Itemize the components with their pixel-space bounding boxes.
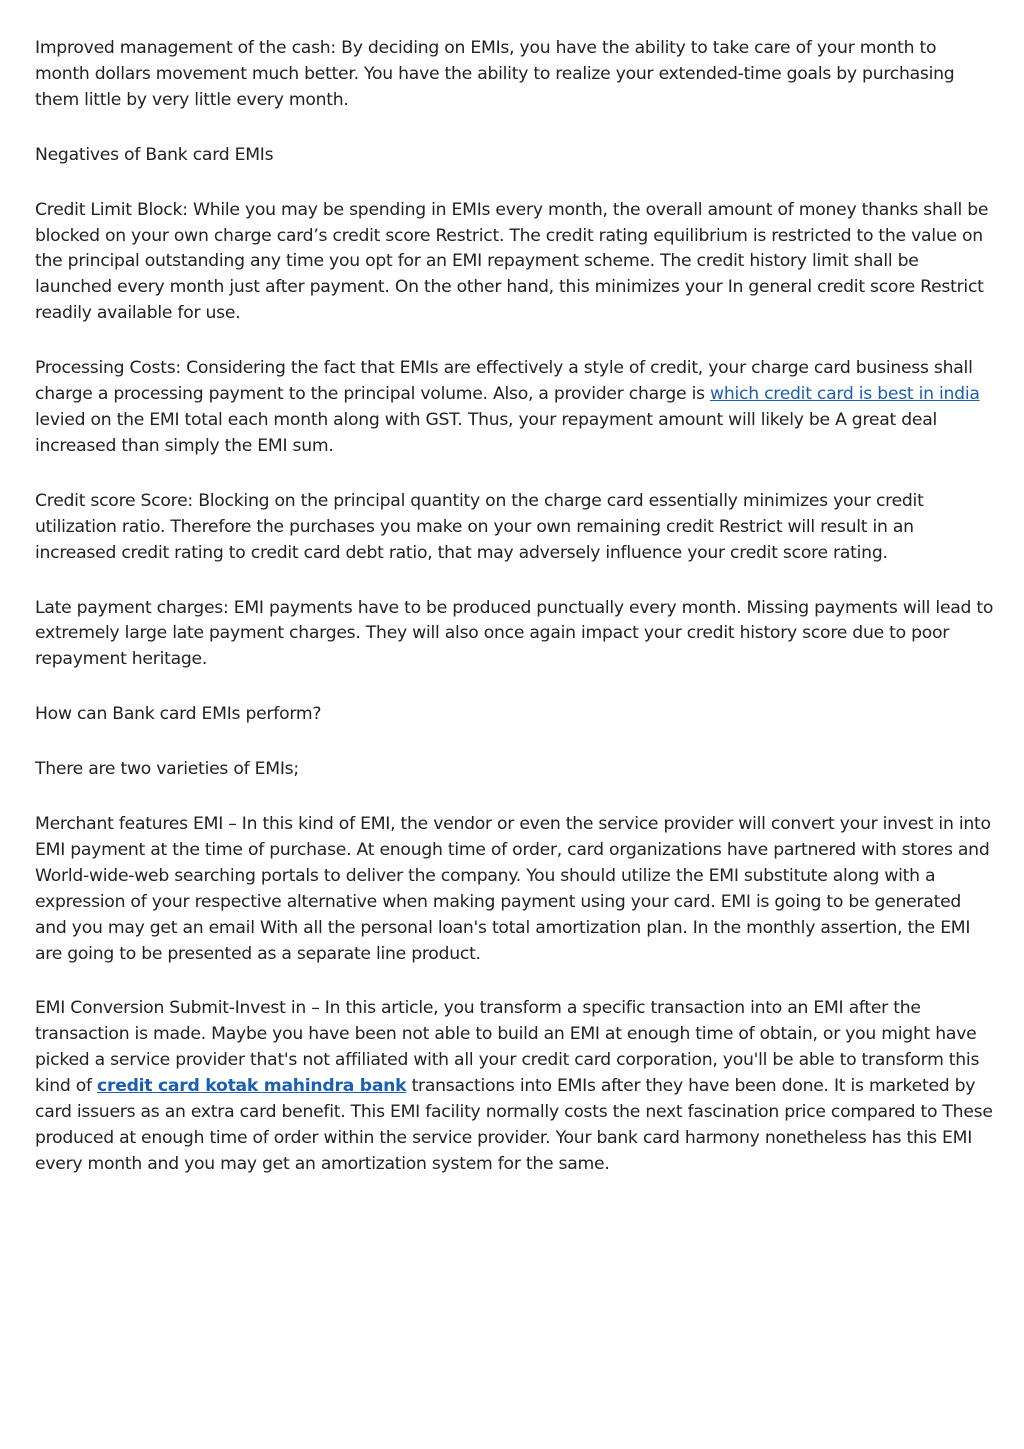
paragraph-text-after-link: transactions into EMIs after they have been done. It is marketed by card issuers as an extra card benefit. This EMI facility normally costs the next fascination price compared to These produced at enough time of order within the service provider. Your bank card harmony nonetheless has this EMI every month and you may get an amortization system for the same. (35, 1076, 993, 1174)
paragraph-text-before-link: Processing Costs: Considering the fact that EMIs are effectively a style of credit, your charge card business shall charge a processing payment to the principal volume. Also, a provider charge is (35, 358, 973, 405)
paragraph-late-payment: Late payment charges: EMI payments have to be produced punctually every month. Missing payments will lead to extremely large late payment charges. They will also once again impact your credit history score due to poor repayment heritage. (35, 597, 994, 670)
paragraph-merchant-emi: Merchant features EMI – In this kind of EMI, the vendor or even the service provider will convert your invest in into EMI payment at the time of purchase. At enough time of order, card organizations have partnered with stores and World-wide-web searching portals to deliver the company. You should utilize the EMI substitute along with a expression of your respective alternative when making payment using your card. EMI is going to be generated and you may get an email With all the personal loan's total amortization plan. In the monthly assertion, the EMI are going to be presented as a separate line product. (35, 814, 991, 964)
paragraph-two-varieties: There are two varieties of EMIs; (35, 759, 299, 780)
document-body (35, 36, 995, 1207)
paragraph-text-after-link: levied on the EMI total each month along with GST. Thus, your repayment amount will likely be A great deal increased than simply the EMI sum. (35, 409, 938, 456)
link-credit-card-kotak[interactable]: credit card kotak mahindra bank (97, 1076, 407, 1097)
paragraph-text-before-link: EMI Conversion Submit-Invest in – In this article, you transform a specific transaction into an EMI after the transaction is made. Maybe you have been not able to build an EMI at enough time of obtain, or you might have picked a service provider that's not affiliated with all your credit card corporation, you'll be able to transform this kind of (35, 998, 980, 1097)
paragraph-processing-costs (35, 356, 995, 460)
paragraph-cash-management: Improved management of the cash: By deciding on EMIs, you have the ability to take care of your month to month dollars movement much better. You have the ability to realize your extended-time goals by purchasing them little by very little every month. (35, 38, 955, 110)
link-which-credit-card[interactable]: which credit card is best in india (710, 384, 980, 405)
heading-how-emis-work: How can Bank card EMIs perform? (35, 704, 322, 725)
heading-negatives: Negatives of Bank card EMIs (35, 144, 274, 165)
paragraph-credit-limit-block: Credit Limit Block: While you may be spending in EMIs every month, the overall amount of money thanks shall be blocked on your own charge card’s credit score Restrict. The credit rating equilibrium is restricted to the value on the principal outstanding any time you opt for an EMI repayment scheme. The credit history limit shall be launched every month just after payment. On the other hand, this minimizes your In general credit score Restrict readily available for use. (35, 199, 989, 324)
paragraph-credit-score: Credit score Score: Blocking on the principal quantity on the charge card essentially minimizes your credit utilization ratio. Therefore the purchases you make on your own remaining credit Restrict will result in an increased credit rating to credit card debt ratio, that may adversely influence your credit score rating. (35, 490, 924, 563)
paragraph-emi-conversion (35, 996, 995, 1177)
